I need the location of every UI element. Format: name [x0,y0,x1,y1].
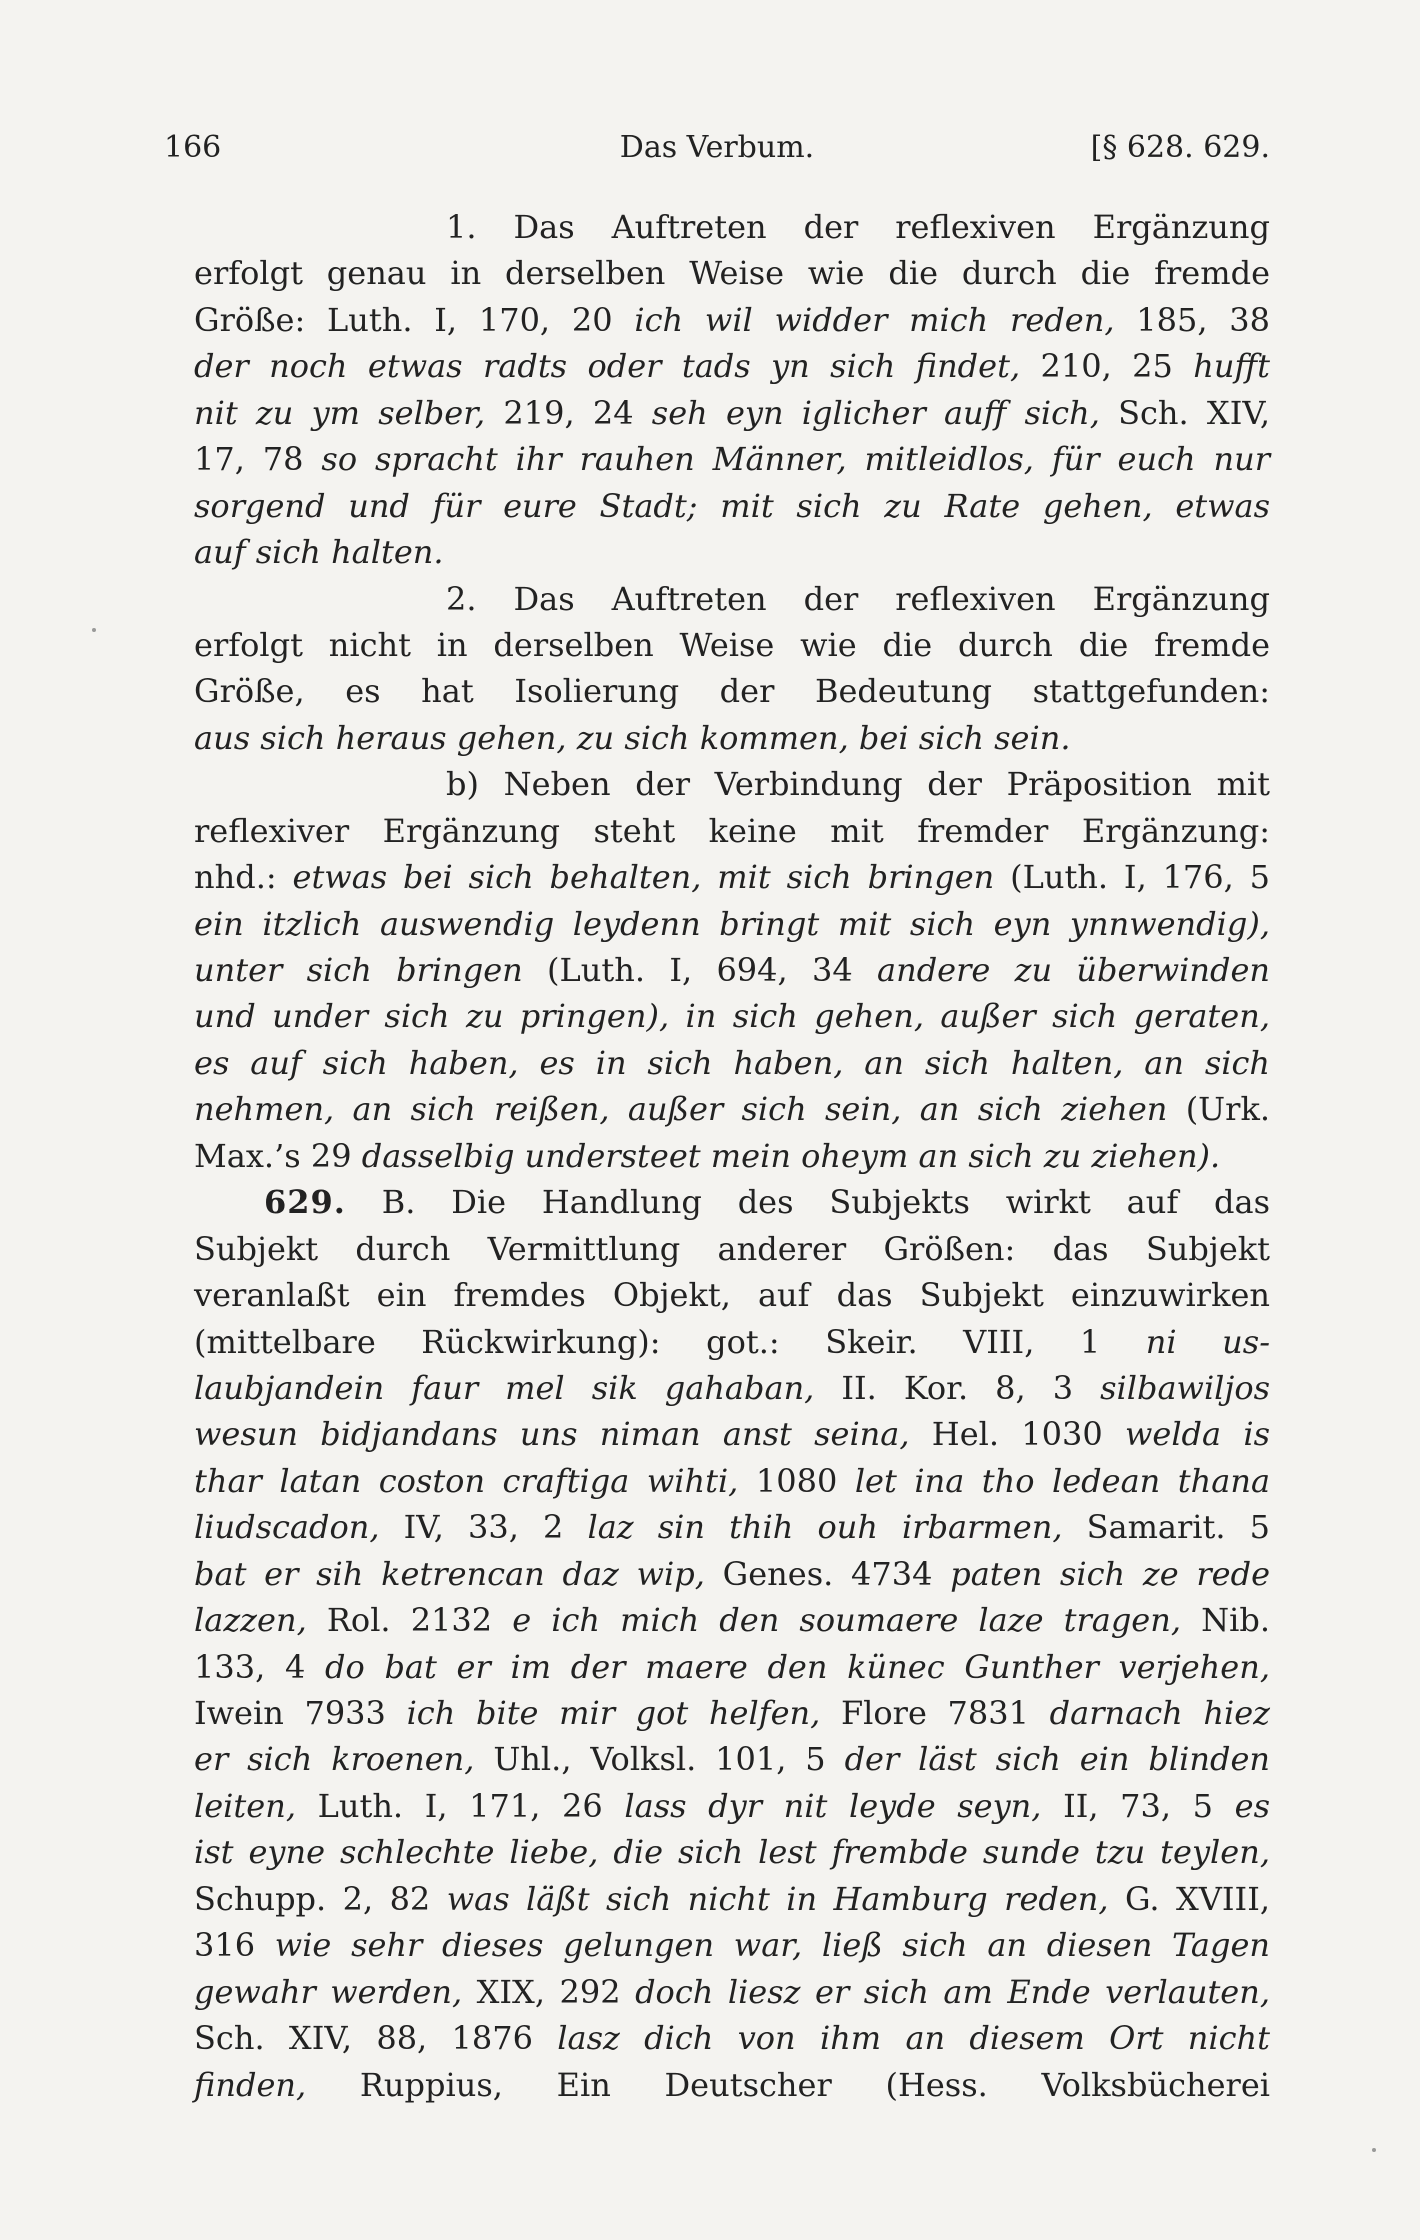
text-line [194,1458,1270,1504]
text-run: B. Die Handlung des Subjekts wirkt auf das [345,1183,1270,1222]
text-run: 316 [194,1926,275,1965]
text-line [194,204,1270,250]
text-run: Größe: Luth. I, 170, 20 [194,300,635,339]
text-run: (Luth. I, 176, 5 [994,858,1271,897]
text-run: 133, 4 [194,1647,325,1686]
text-line [194,390,1270,436]
text-line [194,808,1270,854]
text-line [194,1179,1270,1225]
text-line [194,947,1270,993]
italic-quote: wesun bidjandans uns niman anst seina, [194,1415,910,1454]
text-line [194,1226,1270,1272]
italic-quote: er sich kroenen, [194,1740,475,1779]
italic-quote: laubjandein faur mel sik gahaban, [194,1368,815,1407]
text-run: Genes. 4734 [704,1554,951,1593]
text-line [194,529,1270,575]
text-run: nhd.: [194,858,293,897]
text-run: II. Kor. 8, 3 [814,1368,1101,1407]
text-run: veranlaßt ein fremdes Objekt, auf das Subjekt einzuwirken [194,1276,1270,1315]
italic-quote: e ich mich den soumaere laze tragen, [512,1601,1182,1640]
italic-quote: es auf sich haben, es in sich haben, an sich halten, an sich [194,1043,1270,1082]
text-run: (mittelbare Rückwirkung): got.: Skeir. VIII, 1 [194,1322,1146,1361]
text-line [194,1133,1270,1179]
text-line [194,901,1270,947]
text-run: (Urk. [1167,1090,1271,1129]
text-line [194,1736,1270,1782]
italic-quote: etwas bei sich behalten, mit sich bringen [292,858,995,897]
italic-quote: dasselbig understeet mein oheym an sich zu ziehen). [361,1136,1221,1175]
paper-speck [1372,2148,1376,2152]
italic-quote: auf sich halten. [194,533,444,572]
text-run: 1. Das Auftreten der reflexiven Ergänzung [446,208,1270,246]
text-run: reflexiver Ergänzung steht keine mit fremder Ergänzung: [194,811,1270,850]
italic-quote: andere zu überwinden [877,951,1270,989]
running-title: Das Verbum. [619,130,815,165]
italic-quote: lass dyr nit leyde seyn, [624,1786,1042,1825]
text-line [194,483,1270,529]
italic-quote: der noch etwas radts oder tads yn sich findet, [194,347,1021,386]
italic-quote: ein itzlich auswendig leydenn bringt mit sich eyn ynnwendig), [194,904,1270,943]
running-head [164,126,1270,170]
text-run: Sch. XIV, [1099,393,1271,432]
italic-quote: paten sich ze rede [950,1554,1271,1593]
text-run: Nib. [1181,1601,1271,1640]
italic-quote: gewahr werden, [194,1972,463,2011]
text-line [194,1551,1270,1597]
text-run: Größe, es hat Isolierung der Bedeutung stattgefunden: [194,672,1270,711]
italic-quote: leiten, [194,1786,296,1825]
text-line [194,1086,1270,1132]
text-run [669,997,685,1035]
italic-quote: unter sich bringen [194,951,523,989]
text-line [194,576,1270,622]
italic-quote: der läst sich ein blinden [844,1740,1271,1779]
text-run [698,487,721,525]
italic-quote: lasz dich von ihm an diesem Ort nicht [557,2019,1271,2058]
text-line [194,250,1270,296]
italic-quote: thar latan coston craftiga wihti, [194,1461,739,1500]
text-run: G. XVIII, [1108,1879,1271,1918]
italic-quote: silbawiljos [1100,1368,1271,1407]
italic-quote: was läßt sich nicht in Hamburg reden, [446,1879,1109,1918]
text-run: 210, 25 [1020,347,1194,386]
text-run: Samarit. 5 [1062,1508,1271,1547]
text-line [194,1829,1270,1875]
text-line [194,993,1270,1039]
text-run: Luth. I, 171, 26 [295,1786,625,1825]
text-run: Ruppius, Ein Deutscher (Hess. Volksbücherei [306,2065,1270,2104]
text-line [194,1272,1270,1318]
paper-speck [92,628,96,632]
text-run: II, 73, 5 [1041,1786,1235,1825]
text-line [194,1411,1270,1457]
text-line [194,715,1270,761]
section-number: 629. [264,1183,346,1222]
italic-quote: let ina tho ledean thana [854,1461,1271,1500]
italic-quote: es [1234,1786,1271,1825]
italic-quote: bat er sih ketrencan daz wip, [194,1554,705,1593]
text-run: Schupp. 2, 82 [194,1879,447,1918]
italic-quote: liudscadon, [194,1508,380,1547]
text-run: Rol. 2132 [306,1601,513,1640]
page-number: 166 [164,130,222,165]
italic-quote: ich wil widder mich reden, [634,300,1115,339]
text-run: (Luth. I, 694, 34 [522,951,877,989]
italic-quote: so spracht ihr rauhen Männer, mitleidlos, für euch nur [321,440,1271,479]
text-line [194,2015,1270,2061]
italic-quote: nehmen, an sich reißen, außer sich sein, an sich ziehen [194,1090,1168,1129]
section-reference: [§ 628. 629. [1090,130,1270,165]
italic-quote: hufft [1193,347,1271,386]
italic-quote: wie sehr dieses gelungen war, ließ sich an diesen Tagen [274,1926,1271,1965]
italic-quote: ist eyne schlechte liebe, die sich lest frembde sunde tzu teylen, [194,1833,1270,1872]
italic-quote: sorgend und für eure Stadt; [194,486,698,525]
text-line [194,297,1270,343]
italic-quote: nit zu ym selber, [194,393,486,432]
text-line [194,1597,1270,1643]
text-line [194,622,1270,668]
text-run: Subjekt durch Vermittlung anderer Größen: das Subjekt [194,1229,1270,1268]
text-run: b) Neben der Verbindung der Präposition mit [446,765,1270,804]
italic-quote: seh eyn iglicher auff sich, [651,393,1100,432]
italic-quote: lazzen, [194,1601,307,1640]
text-line [194,1690,1270,1736]
text-run: 1080 [738,1461,855,1500]
text-run: Max.’s 29 [194,1136,362,1175]
text-line [194,1365,1270,1411]
text-line [194,1040,1270,1086]
text-run: XIX, 292 [462,1972,636,2011]
text-line [194,1644,1270,1690]
text-run: Flore 7831 [820,1694,1050,1732]
text-line [194,1969,1270,2015]
italic-quote: laz sin thih ouh irbarmen, [587,1508,1063,1547]
text-line [194,1319,1270,1365]
italic-quote: finden, [194,2065,307,2104]
text-run: 2. Das Auftreten der reflexiven Ergänzung [446,579,1270,618]
text-run: 219, 24 [485,393,652,432]
italic-quote: do bat er im der maere den künec Gunther verjehen, [325,1647,1271,1686]
text-line [194,761,1270,807]
text-run: 17, 78 [194,440,322,479]
text-run: IV, 33, 2 [379,1508,588,1547]
body-text [194,204,1270,2108]
text-run: erfolgt genau in derselben Weise wie die durch die fremde [194,254,1270,293]
text-line [194,668,1270,714]
text-line [194,1783,1270,1829]
text-run: 185, 38 [1114,300,1271,339]
italic-quote: mit sich zu Rate gehen, etwas [720,486,1271,525]
text-run: Iwein 7933 [194,1694,407,1732]
italic-quote: aus sich heraus gehen, zu sich kommen, bei sich sein. [194,718,1071,757]
italic-quote: ni us- [1145,1322,1271,1361]
italic-quote: und under sich zu pringen), [194,997,670,1036]
text-line [194,854,1270,900]
text-run: erfolgt nicht in derselben Weise wie die durch die fremde [194,625,1270,664]
text-line [194,1876,1270,1922]
text-line [194,2062,1270,2108]
italic-quote: darnach hiez [1049,1694,1271,1732]
italic-quote: doch liesz er sich am Ende verlauten, [635,1972,1271,2011]
italic-quote: welda is [1124,1415,1271,1454]
italic-quote: ich bite mir got helfen, [406,1694,821,1732]
text-run: Uhl., Volksl. 101, 5 [474,1740,845,1779]
text-line [194,1922,1270,1968]
italic-quote: in sich gehen, außer sich geraten, [685,997,1270,1036]
text-line [194,343,1270,389]
text-run: Hel. 1030 [909,1415,1125,1454]
text-line [194,436,1270,482]
text-run: Sch. XIV, 88, 1876 [194,2019,558,2058]
text-line [194,1504,1270,1550]
